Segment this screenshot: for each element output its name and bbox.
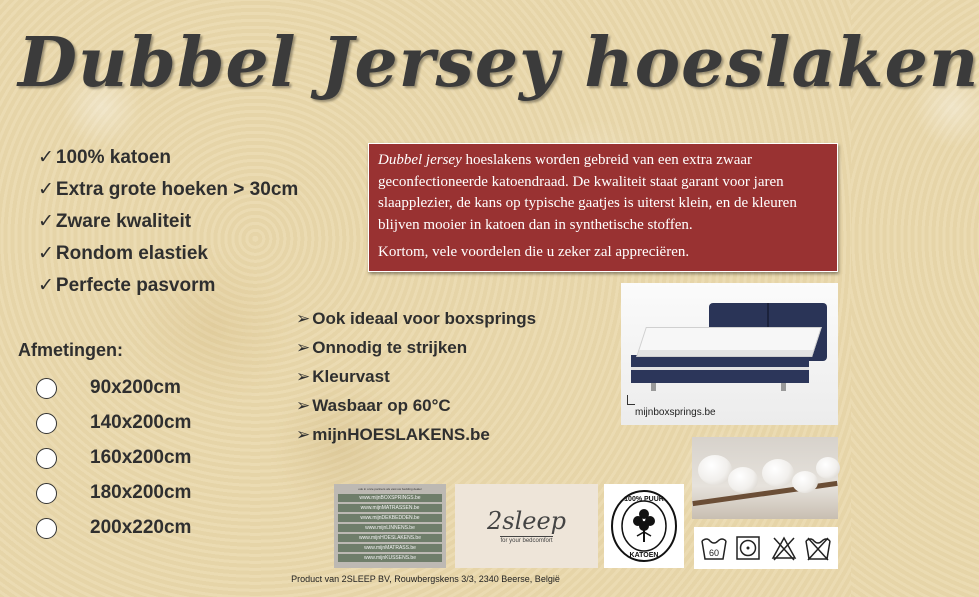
feature-item: ✓ Extra grote hoeken > 30cm [38, 179, 299, 200]
size-radio[interactable] [36, 518, 57, 539]
arrow-icon: ➢ [296, 309, 311, 328]
feature-checklist [38, 146, 358, 306]
website-link[interactable]: mijnHOESLAKENS.be [312, 425, 490, 444]
cotton-boll [762, 459, 794, 487]
description-emphasis: Dubbel jersey [378, 152, 462, 168]
arrow-icon: ➢ [296, 338, 311, 357]
badge-top-text: 100% PUUR [624, 496, 664, 503]
wash-temp-label: 60 [708, 548, 720, 558]
cotton-boll [816, 457, 840, 479]
size-option[interactable] [34, 374, 294, 409]
size-option[interactable] [34, 479, 294, 514]
check-icon: ✓ [38, 147, 54, 168]
feature-item: ✓ Rondom elastiek [38, 243, 208, 264]
size-label: 180x200cm [90, 482, 192, 503]
size-label: 200x220cm [90, 517, 192, 538]
extra-feature-item: ➢ Kleurvast [296, 367, 390, 386]
extra-feature-item: ➢ Onnodig te strijken [296, 338, 468, 357]
size-radio[interactable] [36, 378, 57, 399]
partner-link[interactable]: www.mijnKUSSENS.be [338, 554, 442, 562]
sizes-heading: Afmetingen: [18, 340, 123, 360]
partner-link[interactable]: www.mijnBOXSPRINGS.be [338, 494, 442, 502]
arrow-icon: ➢ [296, 367, 311, 386]
feature-item: ✓ Perfecte pasvorm [38, 275, 216, 296]
bed-leg [651, 383, 656, 391]
corner-arrow-icon [627, 395, 635, 405]
feature-item: ✓ Zware kwaliteit [38, 211, 192, 232]
cotton-boll [792, 471, 818, 493]
size-label: 140x200cm [90, 412, 192, 433]
size-radio[interactable] [36, 448, 57, 469]
cotton-seal-icon [609, 488, 679, 564]
bed-base [631, 355, 809, 383]
bed-mattress [636, 327, 822, 357]
check-icon: ✓ [38, 275, 54, 296]
no-bleach-icon [770, 533, 798, 563]
size-radio[interactable] [36, 413, 57, 434]
partner-link[interactable]: www.mijnLINNENS.be [338, 524, 442, 532]
no-dry-clean-icon [804, 533, 832, 563]
size-label: 160x200cm [90, 447, 192, 468]
cotton-badge [604, 484, 684, 568]
no-tumble-dry-icon [734, 533, 762, 563]
size-options [34, 374, 294, 549]
check-icon: ✓ [38, 211, 54, 232]
arrow-icon: ➢ [296, 396, 311, 415]
size-option[interactable] [34, 444, 294, 479]
partner-link[interactable]: www.mijnDEKBEDDEN.be [338, 514, 442, 522]
cotton-photo [692, 437, 838, 519]
brand-name: 2sleep [486, 507, 567, 535]
partner-link[interactable]: www.mijnMATRASS.be [338, 544, 442, 552]
partner-link[interactable]: www.mijnHOESLAKENS.be [338, 534, 442, 542]
arrow-icon: ➢ [296, 425, 311, 444]
extra-feature-item[interactable] [296, 425, 596, 454]
brand-logo [455, 484, 598, 568]
badge-bottom-text: KATOEN [629, 552, 659, 559]
extra-feature-item: ➢ Wasbaar op 60°C [296, 396, 451, 415]
description-box [368, 143, 838, 272]
cotton-boll [698, 455, 732, 485]
cotton-boll [728, 467, 758, 493]
size-option[interactable] [34, 409, 294, 444]
footer-address: Product van 2SLEEP BV, Rouwbergskens 3/3, 2340 Beerse, België [291, 574, 560, 584]
description-summary: Kortom, vele voordelen die u zeker zal appreciëren. [378, 244, 690, 260]
size-label: 90x200cm [90, 377, 181, 398]
wash-60-icon [700, 533, 728, 563]
extra-feature-item: ➢ Ook ideaal voor boxsprings [296, 309, 537, 328]
extra-features-list [296, 309, 596, 454]
partner-link[interactable]: www.mijnMATRASSEN.be [338, 504, 442, 512]
partner-sites-list [334, 484, 446, 568]
brand-tagline: for your bedcomfort [500, 538, 553, 544]
photo-watermark: mijnboxsprings.be [635, 407, 716, 418]
size-option[interactable] [34, 514, 294, 549]
care-symbols [694, 527, 838, 569]
check-icon: ✓ [38, 243, 54, 264]
size-radio[interactable] [36, 483, 57, 504]
page-title: Dubbel Jersey hoeslaken [18, 23, 979, 103]
description-paragraph: Dubbel jersey hoeslakens worden gebreid van een extra zwaar geconfectioneerde katoendraad. De kwaliteit staat garant voor jaren slaapplezier, de kans op typische gaatjes is uiterst klein, en de kleuren blijven mooier in katoen dan in synthetische stoffen. [378, 152, 797, 233]
bed-leg [781, 383, 786, 391]
feature-item: ✓ 100% katoen [38, 147, 172, 168]
boxspring-photo [621, 283, 838, 425]
partner-list-header: ook in onze partners als vast uw bedding dealer [358, 487, 422, 491]
check-icon: ✓ [38, 179, 54, 200]
